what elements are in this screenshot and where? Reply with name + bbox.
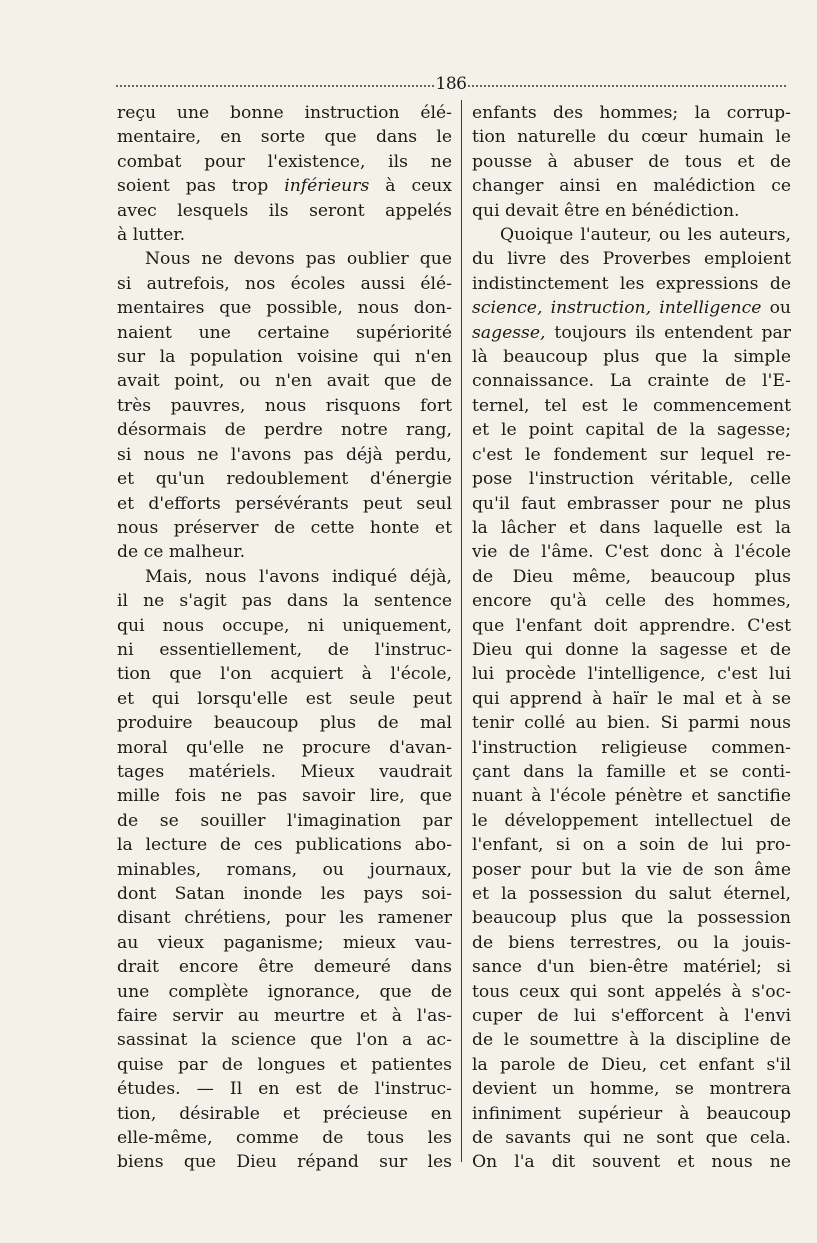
text-line: mille fois ne pas savoir lire, que [117,786,452,807]
text-line: vie de l'âme. C'est donc à l'école [472,542,791,563]
text-line: pousse à abuser de tous et de [472,151,791,172]
text-line: faire servir au meurtre et à l'as- [117,1006,452,1027]
text-line: la lâcher et dans laquelle est la [472,517,791,538]
text-line: ternel, tel est le commencement [472,395,791,416]
text-line: çant dans la famille et se conti- [472,761,791,782]
text-line: là beaucoup plus que la simple [472,347,791,368]
text-line: du livre des Proverbes emploient [472,249,791,270]
text-line: lui procède l'intelligence, c'est lui [472,664,791,685]
text-line: produire beaucoup plus de mal [117,713,452,734]
text-line: devient un homme, se montrera [472,1079,791,1100]
text-line: quise par de longues et patientes [117,1054,452,1075]
text-line: de Dieu même, beaucoup plus [472,566,791,587]
text-line: de ce malheur. [117,542,246,563]
text-line: changer ainsi en malédiction ce [472,176,791,197]
text-line: et le point capital de la sagesse; [472,420,791,441]
text-line: tous ceux qui sont appelés à s'oc- [472,981,791,1002]
text-line: tion naturelle du cœur humain le [472,127,791,148]
text-line: elle-même, comme de tous les [117,1128,452,1149]
text-line: de le soumettre à la discipline de [472,1030,791,1051]
text-line: tion que l'on acquiert à l'école, [117,664,452,685]
italic-text: sagesse, [472,322,546,343]
text-line: et qu'un redoublement d'énergie [117,469,452,490]
text-line: une complète ignorance, que de [117,981,452,1002]
text-line: Quoique l'auteur, ou les auteurs, [500,225,791,246]
text-line: disant chrétiens, pour les ramener [117,908,452,929]
text-line: naient une certaine supériorité [117,322,452,343]
text-line: qui devait être en bénédiction. [472,200,740,221]
text-line: si autrefois, nos écoles aussi élé- [117,273,452,294]
text-line: indistinctement les expressions de [472,273,791,294]
text-line: avait point, ou n'en avait que de [117,371,452,392]
text-line: au vieux paganisme; mieux vau- [117,932,452,953]
text-line: et d'efforts persévérants peut seul [117,493,452,514]
text-line: infiniment supérieur à beaucoup [472,1103,791,1124]
text-line: la lecture de ces publications abo- [117,835,452,856]
text-line: mentaires que possible, nous don- [117,298,452,319]
text-line: moral qu'elle ne procure d'avan- [117,737,452,758]
text-line: Dieu qui donne la sagesse et de [472,639,791,660]
text-line: encore qu'à celle des hommes, [472,591,791,612]
text-line: nuant à l'école pénètre et sanctifie [472,786,791,807]
text-line [117,174,452,198]
page-number: 186 [435,74,467,94]
text-segment: soient pas trop [117,176,285,197]
text-line: ni essentiellement, de l'instruc- [117,639,452,660]
running-header [116,72,786,98]
text-line: l'enfant, si on a soin de lui pro- [472,835,791,856]
text-line: à lutter. [117,225,186,246]
text-line [472,296,791,320]
text-line: reçu une bonne instruction élé- [117,103,452,123]
text-line: connaissance. La crainte de l'E- [472,371,791,392]
text-line: tenir collé au bien. Si parmi nous [472,713,791,734]
text-line: Mais, nous l'avons indiqué déjà, [145,566,452,587]
text-line: beaucoup plus que la possession [472,908,791,929]
text-line: poser pour but la vie de son âme [472,859,791,880]
text-line: de se souiller l'imagination par [117,810,452,831]
text-line: Nous ne devons pas oublier que [145,249,452,270]
text-line: qui nous occupe, ni uniquement, [117,615,452,636]
text-line: cuper de lui s'efforcent à l'envi [472,1006,791,1027]
text-line: et qui lorsqu'elle est seule peut [117,688,452,709]
text-line: tages matériels. Mieux vaudrait [117,761,452,782]
column-divider [461,100,462,1162]
text-segment: toujours ils entendent par [545,322,791,343]
text-line: avec lesquels ils seront appelés [117,200,452,221]
header-rule-right [468,85,786,87]
text-line: que l'enfant doit apprendre. C'est [472,615,791,636]
text-line: c'est le fondement sur lequel re- [472,444,791,465]
header-rule-left [116,85,434,87]
text-line: de savants qui ne sont que cela. [472,1128,791,1149]
italic-text: inférieurs [284,176,370,197]
text-line: études. — Il en est de l'instruc- [117,1079,452,1100]
left-column [117,101,452,1175]
text-line: l'instruction religieuse commen- [472,737,791,758]
text-line: enfants des hommes; la corrup- [472,103,791,123]
text-line: nous préserver de cette honte et [117,517,452,538]
text-line: mentaire, en sorte que dans le [117,127,452,148]
text-line: biens que Dieu répand sur les [117,1152,452,1173]
text-line: On l'a dit souvent et nous ne [472,1152,791,1173]
text-line: de biens terrestres, ou la jouis- [472,932,791,953]
right-column [472,101,791,1175]
text-line: tion, désirable et précieuse en [117,1103,452,1124]
text-line: très pauvres, nous risquons fort [117,395,452,416]
text-segment: ou [761,298,791,319]
text-line: sance d'un bien-être matériel; si [472,957,791,978]
text-line: si nous ne l'avons pas déjà perdu, [117,444,452,465]
text-line: qu'il faut embrasser pour ne plus [472,493,791,514]
text-line: drait encore être demeuré dans [117,957,452,978]
text-line: combat pour l'existence, ils ne [117,151,452,172]
text-line: il ne s'agit pas dans la sentence [117,591,452,612]
text-line: pose l'instruction véritable, celle [472,469,791,490]
text-line: désormais de perdre notre rang, [117,420,452,441]
italic-text: science, instruction, intelligence [472,298,762,319]
text-line: le développement intellectuel de [472,810,791,831]
text-line [472,321,791,345]
text-line: dont Satan inonde les pays soi- [117,884,452,904]
text-line: minables, romans, ou journaux, [117,859,452,880]
text-segment: à ceux [369,176,452,197]
text-line: sassinat la science que l'on a ac- [117,1030,452,1051]
text-line: et la possession du salut éternel, [472,884,791,904]
text-line: la parole de Dieu, cet enfant s'il [472,1054,791,1075]
text-line: qui apprend à haïr le mal et à se [472,688,791,709]
text-line: sur la population voisine qui n'en [117,347,452,368]
